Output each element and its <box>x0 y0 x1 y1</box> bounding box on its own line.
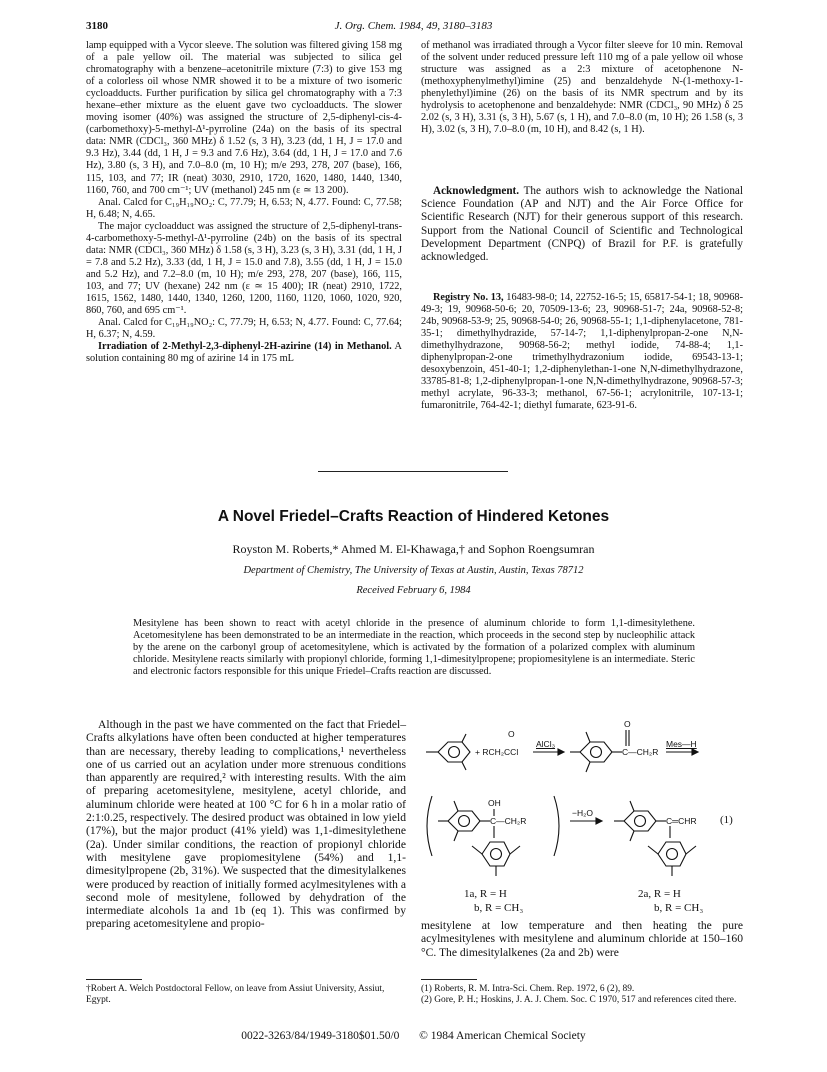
acknowledgment-heading: Acknowledgment. <box>433 185 520 197</box>
continued-paragraph: mesitylene at low temperature and then heating the pure acylmesitylenes with mesitylene and aluminum chloride at 150–160 °C. The dimesitylalkenes (2a and 2b) were <box>421 919 743 959</box>
hydroxyl-label: OH <box>488 798 501 808</box>
dehydration-label: −H₂O <box>572 808 594 818</box>
carbonyl-o-label: O <box>508 729 515 739</box>
page-number: 3180 <box>86 20 108 32</box>
footer <box>0 1030 827 1042</box>
acknowledgment: Acknowledgment. The authors wish to acknowledge the National Science Foundation (AP and NJT) and the Air Force Office for Scientific Research (NJT) for their generous support of this research. Support from the National Council of Scientific and Technological Development Department (CNPQ) of Brazil for P.F. is gratefully acknowledged. <box>421 185 743 264</box>
compound-2a-label: 2a, R = H <box>638 888 681 900</box>
alcohol-carbon-label: C—CH₂R <box>490 816 527 826</box>
mesitylene-ring-2 <box>570 732 622 772</box>
acyl-chloride-reagent: + RCH₂CCl <box>475 747 519 757</box>
alcohol-ring-lower <box>472 842 520 876</box>
analysis-paragraph-2: Anal. Calcd for C₁₉H₁₉NO₂: C, 77.79; H, 6.53; N, 4.77. Found: C, 77.64; H, 6.37; N, 4.59. <box>86 317 402 341</box>
article-title: A Novel Friedel–Crafts Reaction of Hindered Ketones <box>217 508 610 525</box>
alcohol-ring-upper <box>438 801 490 841</box>
catalyst-label: AlCl₃ <box>536 739 556 749</box>
abstract: Mesitylene has been shown to react with acetyl chloride in the presence of aluminum chloride to form 1,1-dimesitylethene. Acetomesitylene has been demonstrated to be an intermediate in the reaction, which proceeds in the second step by nucleophilic attack by the arene on the carbonyl group of acetomesitylene, which is activated by the formation of a polarized complex with aluminum chloride. Mesitylene reacts similarly with propionyl chloride, forming 1,1-dimesitylpropene; propiomesitylene is an intermediate. Steric and electronic factors responsible for this unique Friedel–Crafts reaction are discussed. <box>133 618 695 677</box>
mesitylene-ring-1 <box>426 734 470 770</box>
section-heading: Irradiation of 2-Methyl-2,3-diphenyl-2H-azirine (14) in Methanol. <box>98 341 392 353</box>
body-right-column <box>421 919 743 959</box>
reference-2: (2) Gore, P. H.; Hoskins, J. A. J. Chem. Soc. C 1970, 517 and references cited there. <box>421 995 737 1005</box>
section-divider <box>318 471 508 472</box>
reaction-scheme <box>420 716 750 936</box>
reference-1: (1) Roberts, R. M. Intra-Sci. Chem. Rep. 1972, 6 (2), 89. <box>421 984 635 994</box>
experimental-paragraph-4: of methanol was irradiated through a Vycor filter sleeve for 10 min. Removal of the solvent under reduced pressure left 110 mg of a pale yellow oil whose structure was assigned as a 2:3 mixture of acetophenone N-(methoxyphenylmethyl)imine (25) and benzaldehyde N-(1-methoxy-1-phenylethyl)imine (26) on the basis of its NMR spectrum and by its hydrolysis to acetophenone and benzaldehyde: NMR (CDCl₃, 90 MHz) δ 25 2.02 (s, 3 H), 3.31 (s, 3 H), 5.67 (s, 1 H), and 7.0–8.0 (m, 10 H); 26 1.58 (s, 3 H), 3.02 (s, 3 H), 7.0–8.0 (m, 10 H), and 8.42 (s, 1 H). <box>421 40 743 136</box>
footnote-rule-right <box>421 979 477 980</box>
intro-paragraph: Although in the past we have commented on the fact that Friedel–Crafts alkylations have often been conducted at higher temperatures than are necessary, thereby leading to complications,¹ nevertheless one of us carried out an acylation under more strenuous conditions than apparently are required,² with interesting results. With the aim of preparing acetomesitylene, mesitylene, acetyl chloride, and aluminum chloride were heated at 100 °C for 6 h in a molar ratio of 2:1:0.25, respectively. The desired product was obtained in low yield (17%), but the major product (41% yield) was 1,1-dimesitylethene (2a). Under similar conditions, the reaction of propionyl chloride with mesitylene gave propiomesitylene (54%) and 1,1-dimesitylpropene (2b, 31%). We suspected that the dimesitylalkenes were produced by reaction of initially formed acylmesitylenes with a second mole of mesitylene, followed by dehydration of the intermediate alcohols 1a and 1b (eq 1). This was confirmed by preparing acetomesitylene and propio- <box>86 718 406 931</box>
alkene-ring-lower <box>648 842 696 876</box>
analysis-paragraph-1: Anal. Calcd for C₁₉H₁₉NO₂: C, 77.79; H, 6.53; N, 4.77. Found: C, 77.58; H, 6.48; N, 4.65. <box>86 196 402 220</box>
registry-numbers: Registry No. 13, 16483-98-0; 14, 22752-16-5; 15, 65817-54-1; 18, 90968-49-3; 19, 90968-50-6; 20, 70509-13-6; 23, 90968-51-7; 24a, 90968-52-8; 24b, 90968-53-9; 25, 90968-54-0; 26, 90968-55-1; 1,1-diphenylacetone, 781-35-1; dimethylhydrazide, 57-14-7; 1,1-diphenylpropan-2-one N,N-dimethylhydrazone, 90968-56-2; methyl iodide, 74-88-4; 1,1-diphenylpropan-2-one trimethylhydrazonium iodide, 69543-13-1; desoxybenzoin, 451-40-1; 1,2-diphenylethan-1-one N,N-dimethylhydrazone, 33785-81-8; 1,2-diphenylpropan-1-one N,N-dimethylhydrazone, 90968-57-3; methyl acrylate, 96-33-3; methanol, 67-56-1; acrylonitrile, 107-13-1; fumaronitrile, 764-42-1; diethyl fumarate, 623-91-6. <box>421 292 743 412</box>
compound-2b-label: b, R = CH₃ <box>654 902 704 914</box>
top-right-column <box>421 40 743 136</box>
journal-citation: J. Org. Chem. 1984, 49, 3180–3183 <box>334 20 493 32</box>
registry-heading: Registry No. 13, <box>433 292 504 303</box>
experimental-paragraph-1: lamp equipped with a Vycor sleeve. The solution was filtered giving 158 mg of a pale yellow oil. The material was subjected to silica gel chromatography with a benzene–acetonitrile mixture (7:3) to give 153 mg of a colorless oil whose NMR showed it to be a mixture of two isomeric cycloadducts. Further purification by silica gel chromatography with a 7:3 hexane–ether mixture as the eluent gave two cycloadducts. The slower moving isomer (40%) was assigned the structure of 2,5-diphenyl-cis-4-(carbomethoxy)-5-methyl-Δ¹-pyrroline (24a) on the basis of its spectral data: NMR (CDCl₃, 360 MHz) δ 1.52 (s, 3 H), 3.23 (dd, 1 H, J = 17.0 and 9.3 Hz), 3.44 (dd, 1 H, J = 9.3 and 7.6 Hz), 3.64 (dd, 1 H, J = 17.0 and 7.6 Hz), 3.80 (s, 3 H), and 7.0–8.0 (m, 10 H); m/e 293, 278, 207 (base), 166, 115, 103, and 77; IR (neat) 3030, 2910, 1720, 1620, 1480, 1440, 1340, 1160, 760, and 700 cm⁻¹; UV (methanol) 245 nm (ε ≃ 13 200). <box>86 40 402 196</box>
top-left-column <box>86 40 402 365</box>
acylmesitylene-label: C—CH₂R <box>622 747 659 757</box>
body-left-column <box>86 718 406 931</box>
article-code: 0022-3263/84/1949-3180$01.50/0 <box>241 1030 400 1042</box>
experimental-paragraph-3: Irradiation of 2-Methyl-2,3-diphenyl-2H-azirine (14) in Methanol. A solution containing 80 mg of azirine 14 in 175 mL <box>86 341 402 365</box>
mesitylene-reagent: Mes—H <box>666 739 697 749</box>
compound-1b-label: b, R = CH₃ <box>474 902 524 914</box>
experimental-paragraph-2: The major cycloadduct was assigned the structure of 2,5-diphenyl-trans-4-carbomethoxy-5-methyl-Δ¹-pyrroline (24b) on the basis of its spectral data: NMR (CDCl₃, 360 MHz) δ 1.58 (s, 3 H), 3.23 (s, 3 H), 3.31 (dd, 1 H, J = 7.8 and 5.2 Hz), 3.33 (dd, 1 H, J = 15.0 and 7.8), 3.55 (dd, 1 H, J = 15.0 and 5.2 Hz), and 7.2–8.0 (m, 10 H); m/e 293, 278, 207 (base), 166, 115, 103, and 77; UV (hexane) 242 nm (ε ≃ 15 400); IR (neat) 2910, 1722, 1615, 1562, 1480, 1440, 1340, 1260, 1200, 1160, 1120, 1060, 1020, 920, 860, 760, and 695 cm⁻¹. <box>86 220 402 317</box>
author-footnote: †Robert A. Welch Postdoctoral Fellow, on leave from Assiut University, Assiut, Egypt. <box>86 984 385 1005</box>
equation-number: (1) <box>720 814 733 826</box>
received-date: Received February 6, 1984 <box>356 585 471 596</box>
alkene-label: C═CHR <box>666 816 697 826</box>
product-o-label: O <box>624 719 631 729</box>
copyright: © 1984 American Chemical Society <box>419 1030 586 1042</box>
compound-1a-label: 1a, R = H <box>464 888 507 900</box>
footnote-rule-left <box>86 979 142 980</box>
alkene-ring-upper <box>614 801 666 841</box>
authors: Royston M. Roberts,* Ahmed M. El-Khawaga,† and Sophon Roengsumran <box>232 542 595 556</box>
affiliation: Department of Chemistry, The University of Texas at Austin, Austin, Texas 78712 <box>243 565 584 576</box>
